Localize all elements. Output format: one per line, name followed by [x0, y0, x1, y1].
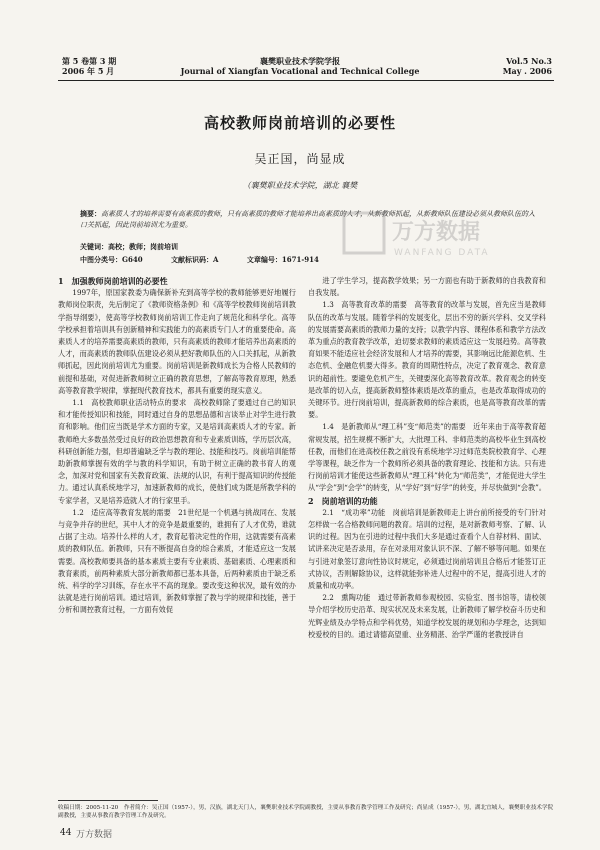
header-volume: 第 5 卷第 3 期 — [62, 56, 117, 66]
paragraph: 进了学生学习，提高教学效果；另一方面也有助于新教师的自我教育和自我发展。 — [308, 276, 546, 298]
article-number: 文章编号：1671-914 — [246, 255, 319, 264]
section-heading: 2 岗前培训的功能 — [308, 495, 378, 506]
paragraph: 1.3 高等教育改革的需要 高等教育的改革与发展，首先应当是教师队伍的改革与发展。随着学科的发展变化，层出不穷的新兴学科、交叉学科的发展需要高素质的教师力量的支持；以教学内容、课程体系和教学方法改革为重点的教育教学改革，迫切要求教师的素质适应这一发展趋势。高等教育如果不能适应社会经济发展和人才培养的需要，其影响远比能源危机、生态危机、金融危机要大得多。教育的周期性特点，决定了教育观念、教育意识的超前性。要避免危机产生，关键要深化高等教育改革。教育观念的转变是改革的切入点，提高新教师整体素质是改革的重点，也是改革取得成功的关键环节。进行岗前培训，提高新教师的综合素质，也是高等教育改革的需要。 — [308, 300, 546, 420]
paragraph: 1997年，原国家教委为确保新补充到高等学校的教师能够更好地履行教师岗位职责，先后制定了《教师资格条例》和《高等学校教师岗前培训教学指导纲要》，使高等学校教师岗前培训工作走向了规范化和科学化。高等学校承担着培训具有创新精神和实践能力的高素质专门人才的重要使命。高素质人才的培养需要高素质的教师，只有高素质的教师才能培养出高素质的人才，而高素质的教师队伍建设必须从把好教师队伍的入口关抓起，从新教师抓起，因此岗前培训尤为重要。岗前培训是新教师成长为合格人民教师的前提和基础，对促进新教师树立正确的教育思想，了解高等教育原理，熟悉高等教育教学规律，掌握现代教育技术，都具有重要的现实意义。 — [58, 288, 296, 395]
abstract-text: 高素质人才的培养需要有高素质的教师，只有高素质的教师才能培养出高素质的人才，从新教师抓起，从新教师队伍建设必须从教师队伍的入口关抓起，因此岗前培训尤为重要。 — [80, 210, 535, 229]
footer-source: 万方数据 — [76, 830, 113, 840]
left-column — [58, 275, 296, 617]
page-number: 44 — [60, 828, 72, 838]
doc-code: 文献标识码：A — [171, 255, 219, 264]
keywords-text: 高校；教师；岗前培训 — [108, 242, 178, 251]
watermark-icon — [344, 213, 384, 253]
header-rule — [58, 80, 554, 81]
paragraph: 1.4 是新教师从“理工科”变“师范类”的需要 近年来由于高等教育超常规发展，招生规模不断扩大，大批理工科、非师范类的高校毕业生到高校任教，而他们在进高校任教之前没有系统地学习过师范类院校教育学、心理学等课程，缺乏作为一个教师所必须具备的教育理论、技能和方法。只有进行岗前培训才能使这些新教师从“理工科”转化为“师范类”，才能促进大学生从“学会”到“会学”的转变，从“学好”到“好学”的转变，并尽快做到“会教”。 — [308, 422, 546, 493]
paper-title: 高校教师岗前培训的必要性 — [203, 114, 396, 132]
paper-affiliation: （襄樊职业技术学院，湖北 襄樊 — [242, 181, 358, 190]
journal-name-en: Journal of Xiangfan Vocational and Technical College — [180, 66, 420, 76]
keywords-label: 关键词： — [80, 242, 108, 251]
watermark-name: 万方数据 — [392, 220, 481, 245]
paragraph: 2.1 “成功率”功能 岗前培训是新教师走上讲台前所接受的专门针对怎样做一名合格教师问题的教育。培训的过程，是对新教师考察、了解、认识的过程。因为在引进的过程中我们大多是通过查看个人自荐材料、面试、试讲来决定是否录用，存在对录用对象认识不深、了解不够等问题。如果在与引进对象签订意向性协议时规定，必须通过岗前培训且合格后才能签订正式协议，否则解除协议，这样就能弥补进人过程中的不足，提高引进人才的质量和成功率。 — [308, 507, 546, 591]
watermark-logo — [340, 203, 520, 263]
section-heading: 1 加强教师岗前培训的必要性 — [58, 276, 168, 286]
footnote: 收稿日期：2005-11-20 作者简介：吴正国（1957-），男，汉族，湖北天门人，襄樊职业技术学院副教授，主要从事教育教学管理工作及研究；尚显成（1957-），男，湖北宜城人，襄樊职业技术学院副教授，主要从事教育教学管理工作及研究。 — [58, 805, 554, 819]
watermark-en: WANFANG DATA — [394, 248, 490, 258]
date-en: May . 2006 — [502, 66, 552, 76]
right-column — [308, 275, 546, 641]
header-volume-cn — [62, 56, 116, 76]
paper-authors: 吴正国，尚显成 — [254, 152, 346, 166]
clc-number: 中图分类号：G640 — [80, 255, 143, 264]
paragraph: 1.2 适应高等教育发展的需要 21世纪是一个机遇与挑战同在、发展与竞争并存的世纪，其中人才的竞争是最重要的，谁拥有了人才优势，谁就占据了主动。培养什么样的人才，教育起着决定性的作用，这就需要有高素质的教师队伍。新教师，只有不断提高自身的综合素质，才能适应这一发展需要。高校教师要具备的基本素质主要有专业素质、基础素质、心理素质和教育素质，前两种素质大部分新教师都已基本具备，后两种素质由于缺乏系统、科学的学习训练，存在水平不高的现象。要改变这种状况，最有效的办法就是进行岗前培训。通过培训，新教师掌握了教与学的规律和技能，善于分析和调控教育过程，一方面有效促 — [58, 507, 296, 615]
header-volume-en — [503, 56, 552, 76]
paragraph: 1.1 高校教师职业活动特点的要求 高校教师除了要通过自己的知识和才能传授知识和技能，同时通过自身的思想品德和言谈举止对学生进行教育和影响。他们应当既是学术方面的专家，又是培训高素质人才的专家。新教师绝大多数虽然受过良好的政治思想教育和专业素质训练，学历层次高，科研创新能力强，但却普遍缺乏学与教的理论、技能和技巧。岗前培训能帮助新教师掌握有效的学与教的科学知识，有助于树立正确的教书育人的观念，加深对党和国家有关教育政策、法规的认识，有利于提高知识的传授能力。通过认真系统地学习，加速新教师的成长，使他们成为既是所教学科的专家学者，又是培养造就人才的行家里手。 — [58, 398, 296, 505]
journal-name-cn: 襄樊职业技术学院学报 — [260, 56, 340, 66]
keywords — [80, 242, 178, 252]
volume-en: Vol.5 No.3 — [506, 56, 552, 66]
footnote-rule — [58, 800, 158, 801]
paragraph: 2.2 熏陶功能 通过带新教师参观校园、实验室、图书馆等，请校领导介绍学校历史沿革、现实状况及未来发展，让新教师了解学校奋斗历史和光辉业绩及办学特点和学科优势，知道学校发展的规划和办学理念，达到知校爱校的目的。通过请德高望重、业务精湛、治学严谨的老教授讲自 — [308, 593, 546, 639]
abstract-label: 摘要： — [80, 209, 101, 218]
header-journal — [150, 56, 450, 76]
header-date: 2006 年 5 月 — [62, 66, 115, 76]
